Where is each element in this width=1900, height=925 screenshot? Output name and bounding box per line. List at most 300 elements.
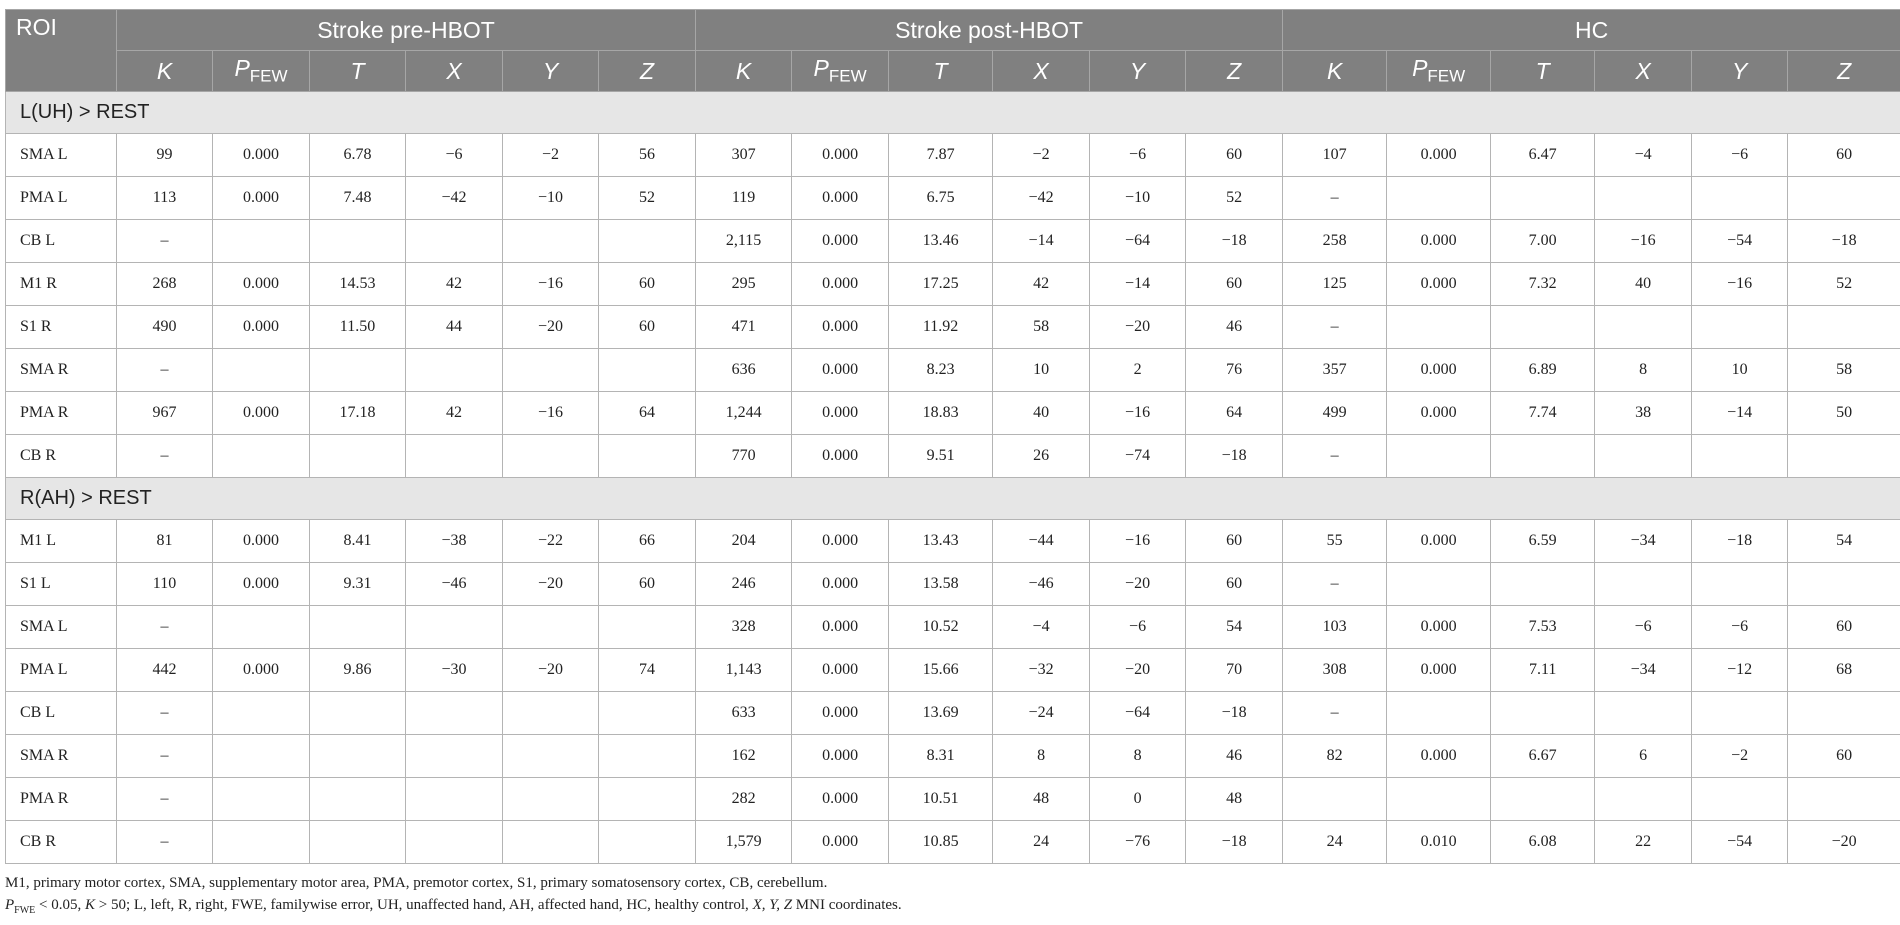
value-cell: 967 [117,392,213,435]
value-cell: 99 [117,134,213,177]
value-cell: −10 [1090,177,1186,220]
value-cell: 6.75 [889,177,993,220]
value-cell: 770 [696,435,792,478]
value-cell: 0.000 [792,220,889,263]
value-cell: 295 [696,263,792,306]
value-cell [503,735,599,778]
value-cell: 13.58 [889,563,993,606]
value-cell: −10 [503,177,599,220]
value-cell: −32 [993,649,1090,692]
section-row [6,92,1900,134]
value-cell [1387,306,1491,349]
value-cell: 9.51 [889,435,993,478]
value-cell: −34 [1595,649,1692,692]
value-cell: 60 [599,263,696,306]
value-cell: 22 [1595,821,1692,864]
value-cell: – [117,778,213,821]
value-cell [310,778,406,821]
value-cell [213,606,310,649]
value-cell: 54 [1788,520,1900,563]
value-cell: 6.08 [1491,821,1595,864]
value-cell: 9.86 [310,649,406,692]
roi-cell: PMA L [6,177,117,220]
value-cell: 0.000 [792,606,889,649]
value-cell: 54 [1186,606,1283,649]
value-cell [1491,177,1595,220]
value-cell: 60 [599,563,696,606]
value-cell: 60 [1788,606,1900,649]
col-header-label: P [813,55,829,82]
col-header-label: X [1635,57,1651,84]
value-cell [503,606,599,649]
value-cell: 52 [1788,263,1900,306]
results-table [5,9,1900,864]
value-cell: 13.69 [889,692,993,735]
value-cell: 7.48 [310,177,406,220]
value-cell: 0.000 [1387,263,1491,306]
table-row [6,435,1900,478]
value-cell: 2 [1090,349,1186,392]
value-cell: 0.000 [1387,735,1491,778]
value-cell: 0.000 [792,692,889,735]
value-cell: −18 [1692,520,1788,563]
footnote-p-subscript: FWE [14,905,36,916]
value-cell: −16 [1090,392,1186,435]
footnote-k-symbol: K [85,897,96,913]
value-cell [1692,306,1788,349]
value-cell: 0.000 [213,392,310,435]
value-cell [310,220,406,263]
value-cell: – [117,735,213,778]
value-cell: 8 [993,735,1090,778]
roi-cell: CB L [6,692,117,735]
value-cell: 48 [993,778,1090,821]
table-row [6,349,1900,392]
value-cell: 10.85 [889,821,993,864]
table-row [6,392,1900,435]
value-cell: – [1283,692,1387,735]
value-cell: 10.52 [889,606,993,649]
value-cell [213,778,310,821]
value-cell: 282 [696,778,792,821]
value-cell: 15.66 [889,649,993,692]
value-cell: 40 [1595,263,1692,306]
value-cell [213,220,310,263]
value-cell: 2,115 [696,220,792,263]
value-cell: 74 [599,649,696,692]
col-header-hc-z [1788,51,1900,92]
value-cell [213,692,310,735]
value-cell [599,349,696,392]
roi-cell: M1 R [6,263,117,306]
value-cell: 0.000 [792,177,889,220]
table-row [6,735,1900,778]
value-cell [503,349,599,392]
value-cell: −20 [1788,821,1900,864]
value-cell: 0.000 [792,520,889,563]
value-cell: −74 [1090,435,1186,478]
value-cell [1387,435,1491,478]
value-cell: −64 [1090,220,1186,263]
col-header-label: K [156,57,173,84]
value-cell [1595,778,1692,821]
header-row-groups [6,10,1900,51]
value-cell [1788,563,1900,606]
value-cell [503,821,599,864]
value-cell: 6.59 [1491,520,1595,563]
value-cell: −20 [503,649,599,692]
roi-cell: CB R [6,821,117,864]
roi-cell: CB R [6,435,117,478]
value-cell: −6 [1090,606,1186,649]
value-cell: 18.83 [889,392,993,435]
value-cell: 6.67 [1491,735,1595,778]
value-cell: 0.000 [792,649,889,692]
table-row [6,821,1900,864]
col-header-label: Y [542,57,559,84]
value-cell: 442 [117,649,213,692]
value-cell: 8 [1595,349,1692,392]
table-body [6,92,1900,864]
value-cell: 1,579 [696,821,792,864]
value-cell: 0.000 [792,435,889,478]
table-footnotes [5,872,902,922]
value-cell: −4 [993,606,1090,649]
value-cell: 60 [1186,134,1283,177]
value-cell: 246 [696,563,792,606]
col-header-post-y [1090,51,1186,92]
value-cell: 17.18 [310,392,406,435]
value-cell: 0.000 [792,735,889,778]
value-cell [310,735,406,778]
roi-cell: SMA L [6,134,117,177]
value-cell [503,220,599,263]
value-cell [1491,435,1595,478]
value-cell: 60 [599,306,696,349]
value-cell: −20 [1090,649,1186,692]
footnote-statistics [5,894,902,922]
value-cell [1788,778,1900,821]
col-header-post-z [1186,51,1283,92]
value-cell: 42 [406,263,503,306]
value-cell [310,821,406,864]
value-cell [1788,435,1900,478]
value-cell: 56 [599,134,696,177]
value-cell [406,349,503,392]
value-cell: – [1283,177,1387,220]
value-cell: – [117,821,213,864]
value-cell: 0.000 [792,349,889,392]
footnote-text-c: MNI coordinates. [792,897,902,913]
value-cell: 7.87 [889,134,993,177]
value-cell: 13.46 [889,220,993,263]
value-cell: 8 [1090,735,1186,778]
value-cell: −46 [406,563,503,606]
value-cell: −20 [503,563,599,606]
value-cell: 107 [1283,134,1387,177]
value-cell [310,435,406,478]
footnote-p-symbol: P [5,897,15,913]
col-header-label: K [735,57,752,84]
value-cell: 42 [993,263,1090,306]
value-cell: 307 [696,134,792,177]
value-cell: −16 [503,392,599,435]
table-row [6,177,1900,220]
value-cell: 9.31 [310,563,406,606]
value-cell: 64 [599,392,696,435]
value-cell [310,692,406,735]
value-cell: 0 [1090,778,1186,821]
section-title: L(UH) > REST [6,92,1900,134]
value-cell: 11.50 [310,306,406,349]
value-cell: −14 [1692,392,1788,435]
col-header-label: P [1412,55,1428,82]
group-header-hc: HC [1283,10,1900,51]
roi-cell: SMA L [6,606,117,649]
value-cell: 50 [1788,392,1900,435]
col-header-hc-y [1692,51,1788,92]
roi-cell: S1 R [6,306,117,349]
results-table-container [5,9,1896,864]
value-cell [599,778,696,821]
col-header-hc-k [1283,51,1387,92]
value-cell [503,435,599,478]
value-cell: −16 [1692,263,1788,306]
value-cell: −2 [993,134,1090,177]
value-cell: 0.000 [792,134,889,177]
group-header-stroke-pre: Stroke pre-HBOT [117,10,696,51]
section-title: R(AH) > REST [6,478,1900,520]
value-cell: – [1283,435,1387,478]
value-cell [406,821,503,864]
value-cell [1491,306,1595,349]
value-cell [406,606,503,649]
footnote-abbreviations: M1, primary motor cortex, SMA, supplementary motor area, PMA, premotor cortex, S1, primary somatosensory cortex, CB, cerebellum. [5,875,828,891]
footnote-xyz: X, Y, Z [752,897,793,913]
roi-cell: SMA R [6,349,117,392]
value-cell: −54 [1692,220,1788,263]
value-cell: 328 [696,606,792,649]
value-cell: 0.000 [213,134,310,177]
roi-cell: PMA R [6,778,117,821]
value-cell: 7.32 [1491,263,1595,306]
value-cell: −6 [1090,134,1186,177]
value-cell: 48 [1186,778,1283,821]
value-cell: −20 [1090,306,1186,349]
value-cell: 268 [117,263,213,306]
value-cell: 60 [1186,520,1283,563]
value-cell: 6.47 [1491,134,1595,177]
value-cell: 0.000 [1387,520,1491,563]
table-row [6,563,1900,606]
value-cell [1692,435,1788,478]
value-cell [1595,692,1692,735]
value-cell: −16 [503,263,599,306]
col-header-subscript: FEW [249,66,288,86]
value-cell: 499 [1283,392,1387,435]
col-header-hc-p [1387,51,1491,92]
col-header-pre-k [117,51,213,92]
value-cell: 119 [696,177,792,220]
col-header-label: T [933,57,948,84]
value-cell: 10 [993,349,1090,392]
col-header-label: X [446,57,462,84]
col-header-label: Y [1731,57,1748,84]
value-cell: −44 [993,520,1090,563]
value-cell: 60 [1788,735,1900,778]
value-cell: 0.000 [792,263,889,306]
value-cell: 70 [1186,649,1283,692]
value-cell: −16 [1595,220,1692,263]
value-cell: 8.31 [889,735,993,778]
col-header-pre-p [213,51,310,92]
value-cell: −42 [406,177,503,220]
value-cell: 636 [696,349,792,392]
value-cell: 76 [1186,349,1283,392]
value-cell: – [117,435,213,478]
value-cell [1788,177,1900,220]
col-header-subscript: FEW [828,66,867,86]
value-cell: −18 [1186,692,1283,735]
value-cell [1387,177,1491,220]
col-header-hc-t [1491,51,1595,92]
value-cell [213,435,310,478]
value-cell: 308 [1283,649,1387,692]
value-cell: 68 [1788,649,1900,692]
value-cell: 0.000 [1387,220,1491,263]
footnote-text-a: < 0.05, [35,897,85,913]
value-cell: 66 [599,520,696,563]
value-cell [599,735,696,778]
value-cell: 7.00 [1491,220,1595,263]
col-header-post-t [889,51,993,92]
col-header-label: T [350,57,365,84]
value-cell [1491,778,1595,821]
value-cell: −42 [993,177,1090,220]
value-cell [1491,563,1595,606]
table-row [6,778,1900,821]
value-cell [599,821,696,864]
value-cell: 60 [1186,563,1283,606]
value-cell: 6.78 [310,134,406,177]
value-cell [1692,778,1788,821]
value-cell: 38 [1595,392,1692,435]
value-cell [1692,563,1788,606]
table-row [6,692,1900,735]
value-cell: 24 [1283,821,1387,864]
value-cell: 46 [1186,735,1283,778]
value-cell: 258 [1283,220,1387,263]
col-header-label: P [234,55,250,82]
value-cell: 204 [696,520,792,563]
roi-cell: SMA R [6,735,117,778]
value-cell: 0.000 [792,821,889,864]
value-cell [1595,306,1692,349]
value-cell: 13.43 [889,520,993,563]
value-cell: 6.89 [1491,349,1595,392]
value-cell: 0.000 [792,392,889,435]
value-cell: 1,143 [696,649,792,692]
col-header-post-k [696,51,792,92]
table-row [6,263,1900,306]
col-header-label: K [1326,57,1343,84]
value-cell: 471 [696,306,792,349]
value-cell [1595,177,1692,220]
value-cell: −30 [406,649,503,692]
value-cell: −6 [406,134,503,177]
value-cell: 26 [993,435,1090,478]
col-header-pre-t [310,51,406,92]
value-cell [1595,563,1692,606]
value-cell: −12 [1692,649,1788,692]
value-cell: −6 [1692,134,1788,177]
value-cell: 633 [696,692,792,735]
table-row [6,220,1900,263]
value-cell: 17.25 [889,263,993,306]
value-cell: 0.000 [1387,392,1491,435]
table-row [6,134,1900,177]
value-cell: −22 [503,520,599,563]
table-row [6,649,1900,692]
value-cell: −76 [1090,821,1186,864]
value-cell: 0.000 [1387,349,1491,392]
value-cell [1387,563,1491,606]
value-cell [310,606,406,649]
value-cell: −16 [1090,520,1186,563]
value-cell [1595,435,1692,478]
value-cell: 55 [1283,520,1387,563]
value-cell: 64 [1186,392,1283,435]
value-cell: 125 [1283,263,1387,306]
value-cell: −14 [993,220,1090,263]
value-cell: −18 [1186,821,1283,864]
col-header-pre-y [503,51,599,92]
value-cell: −34 [1595,520,1692,563]
roi-cell: M1 L [6,520,117,563]
value-cell: 0.000 [213,306,310,349]
value-cell [1387,778,1491,821]
col-header-label: Z [640,57,655,84]
roi-cell: S1 L [6,563,117,606]
value-cell: 0.000 [213,263,310,306]
value-cell [213,349,310,392]
header-row-columns [6,51,1900,92]
value-cell: −54 [1692,821,1788,864]
group-header-stroke-post: Stroke post-HBOT [696,10,1283,51]
value-cell: −18 [1788,220,1900,263]
value-cell [406,778,503,821]
col-header-hc-x [1595,51,1692,92]
value-cell: 60 [1788,134,1900,177]
value-cell: – [117,349,213,392]
value-cell [599,435,696,478]
value-cell: 357 [1283,349,1387,392]
col-header-label: T [1535,57,1550,84]
value-cell: 7.53 [1491,606,1595,649]
value-cell: – [117,692,213,735]
value-cell [599,692,696,735]
value-cell: 110 [117,563,213,606]
value-cell: 40 [993,392,1090,435]
value-cell: 162 [696,735,792,778]
value-cell [1788,306,1900,349]
value-cell: −20 [503,306,599,349]
value-cell [310,349,406,392]
value-cell: 52 [1186,177,1283,220]
value-cell: 0.010 [1387,821,1491,864]
value-cell: 0.000 [213,563,310,606]
col-header-label: Y [1129,57,1146,84]
